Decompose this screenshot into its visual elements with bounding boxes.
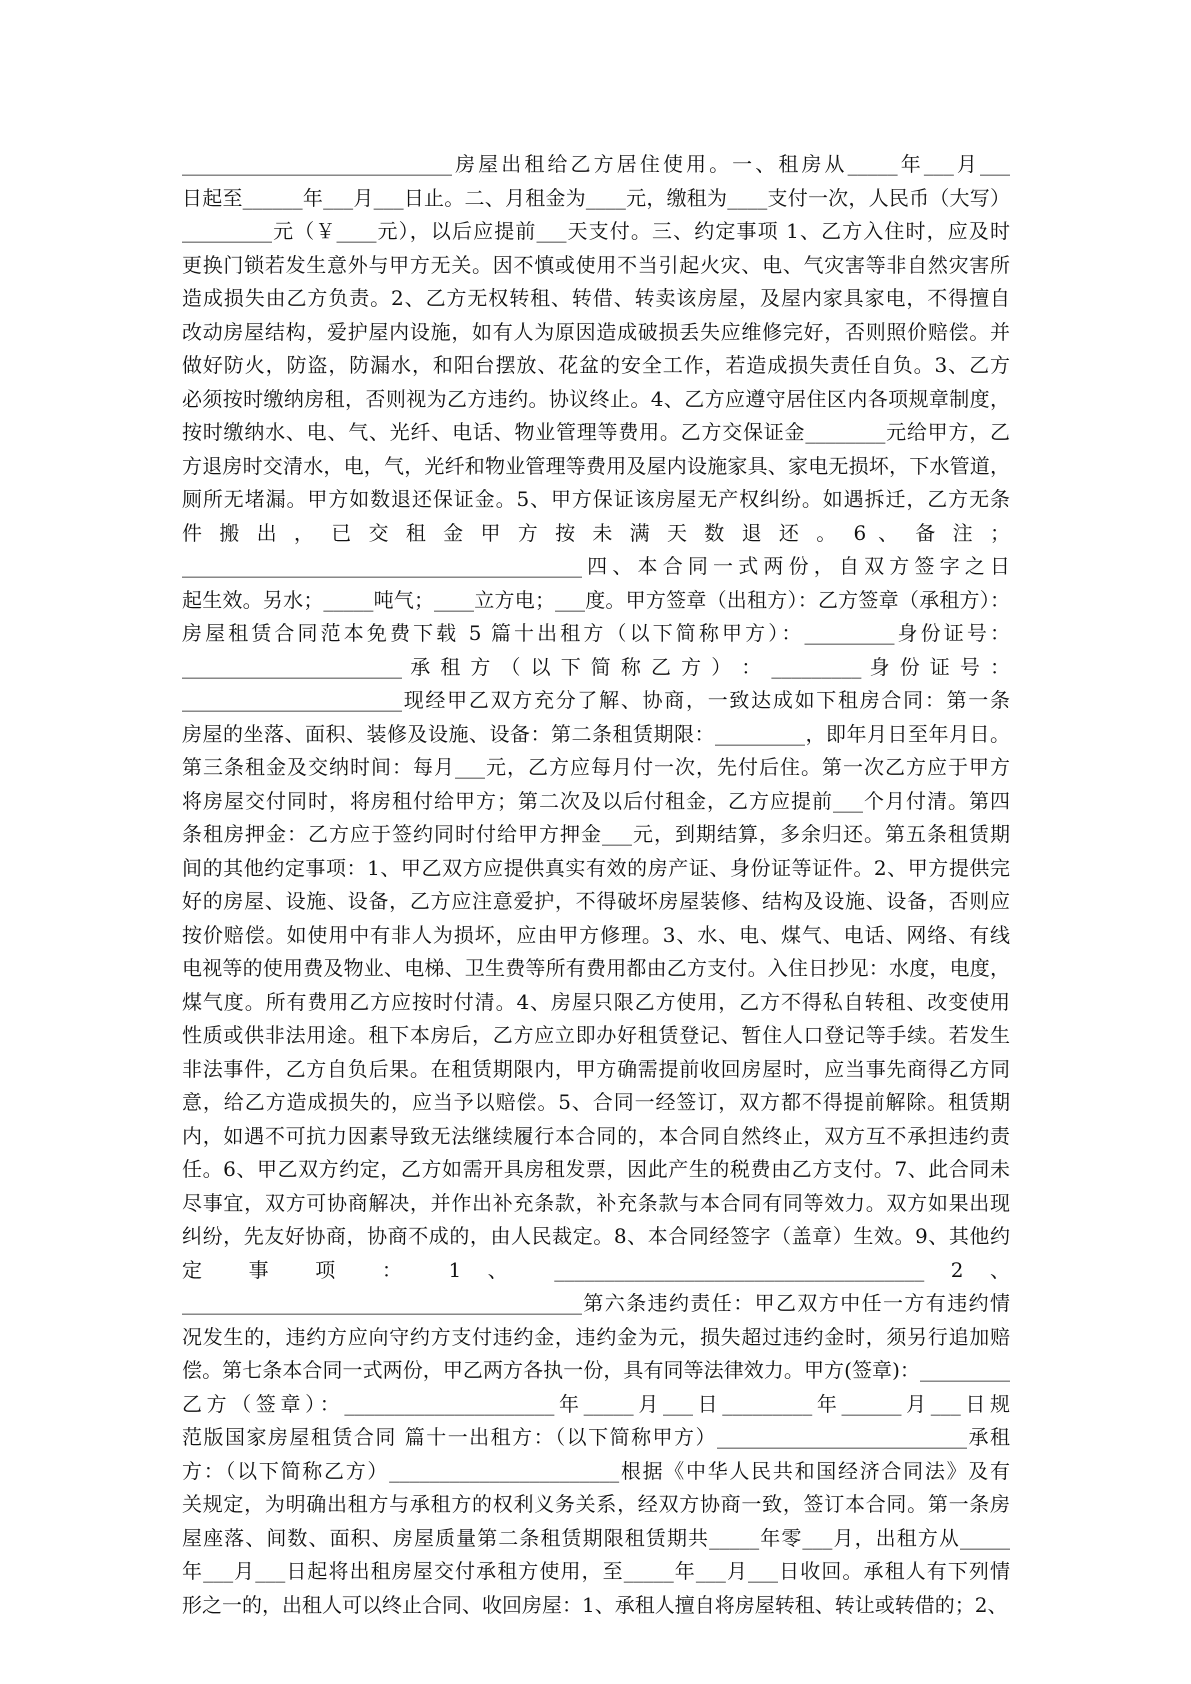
document-line: 屋座落、间数、面积、房屋质量第二条租赁期限租赁期共_____年零___月，出租方从_____ (182, 1525, 1010, 1550)
document-line: 尽事宜，双方可协商解决，并作出补充条款，补充条款与本合同有同等效力。双方如果出现 (182, 1190, 1010, 1215)
document-line: ______________________ 承 租 方 （ 以 下 简 称 乙 方 ） ： _________ 身 份 证 号 ： (182, 654, 1010, 679)
document-line: 电视等的使用费及物业、电梯、卫生费等所有费用都由乙方支付。入住日抄见：水度，电度， (182, 956, 1010, 980)
document-line: 方退房时交清水，电，气，光纤和物业管理等费用及屋内设施家具、家电无损坏，下水管道， (182, 453, 1010, 478)
document-line: 任。6、甲乙双方约定，乙方如需开具房租发票，因此产生的税费由乙方支付。7、此合同未 (182, 1157, 1010, 1181)
document-line: _________元（￥____元），以后应提前___天支付。三、约定事项 1、乙方入住时，应及时 (182, 219, 1010, 243)
document-line: 造成损失由乙方负责。2、乙方无权转租、转借、转卖该房屋，及屋内家具家电，不得擅自 (182, 286, 1010, 310)
document-line: 件 搬 出 ， 已 交 租 金 甲 方 按 未 满 天 数 退 还 。 6 、 备 注 ； (182, 520, 1010, 545)
document-line: 按价赔偿。如使用中有非人为损坏，应由甲方修理。3、水、电、煤气、电话、网络、有线 (182, 922, 1010, 947)
document-line: 年___月___日起将出租房屋交付承租方使用，至_____年___月___日收回。承租人有下列情 (182, 1559, 1010, 1583)
document-line: 改动房屋结构，爱护屋内设施，如有人为原因造成破损丢失应维修完好，否则照价赔偿。并 (182, 319, 1010, 344)
document-line: 定 事 项 ： 1 、 _____________________________________ 2 、 (182, 1257, 1010, 1282)
document-line: 况发生的，违约方应向守约方支付违约金，违约金为元，损失超过违约金时，须另行追加赔 (182, 1324, 1010, 1349)
document-line: 将房屋交付同时，将房租付给甲方；第二次及以后付租金，乙方应提前___个月付清。第四 (182, 788, 1010, 813)
document-line: 方：（以下简称乙方）_______________________根据《中华人民共和国经济合同法》及有 (182, 1458, 1010, 1483)
document-line: 性质或供非法用途。租下本房后，乙方应立即办好租赁登记、暂住人口登记等手续。若发生 (182, 1023, 1010, 1047)
document-line: ________________________________________四、本合同一式两份，自双方签字之日 (182, 554, 1010, 578)
document-line: 煤气度。所有费用乙方应按时付清。4、房屋只限乙方使用，乙方不得私自转租、改变使用 (182, 989, 1010, 1014)
document-line: 第三条租金及交纳时间：每月___元，乙方应每月付一次，先付后住。第一次乙方应于甲方 (182, 755, 1010, 779)
document-line: 更换门锁若发生意外与甲方无关。因不慎或使用不当引起火灾、电、气灾害等非自然灾害所 (182, 252, 1010, 277)
document-line: 做好防火，防盗，防漏水，和阳台摆放、花盆的安全工作，若造成损失责任自负。3、乙方 (182, 353, 1010, 377)
document-line: 厕所无堵漏。甲方如数退还保证金。5、甲方保证该房屋无产权纠纷。如遇拆迁，乙方无条 (182, 487, 1010, 511)
document-line: 意，给乙方造成损失的，应当予以赔偿。5、合同一经签订，双方都不得提前解除。租赁期 (182, 1090, 1010, 1114)
document-line: 乙方（签章）：_____________________年_____月___日_________年______月___日规 (182, 1391, 1010, 1416)
document-line: ______________________现经甲乙双方充分了解、协商，一致达成如下租房合同：第一条 (182, 688, 1010, 712)
document-line: ________________________________________第六条违约责任：甲乙双方中任一方有违约情 (182, 1291, 1010, 1315)
document-line: ___________________________房屋出租给乙方居住使用。一、租房从_____年___月___ (182, 152, 1010, 176)
document-line: 形之一的，出租人可以终止合同、收回房屋：1、承租人擅自将房屋转租、转让或转借的；2、 (182, 1592, 1008, 1617)
document-line: 纠纷，先友好协商，协商不成的，由人民裁定。8、本合同经签字（盖章）生效。9、其他约 (182, 1224, 1010, 1248)
document-line: 非法事件，乙方自负后果。在租赁期限内，甲方确需提前收回房屋时，应当事先商得乙方同 (182, 1056, 1010, 1081)
document-line: 房屋的坐落、面积、装修及设施、设备：第二条租赁期限：_________，即年月日至年月日。 (182, 721, 1010, 746)
document-line: 必须按时缴纳房租，否则视为乙方违约。协议终止。4、乙方应遵守居住区内各项规章制度， (182, 386, 1010, 411)
document-line: 关规定，为明确出租方与承租方的权利义务关系，经双方协商一致，签订本合同。第一条房 (182, 1492, 1010, 1516)
document-line: 范版国家房屋租赁合同 篇十一出租方：（以下简称甲方）_________________________承租 (182, 1425, 1010, 1449)
document-line: 条租房押金：乙方应于签约同时付给甲方押金___元，到期结算，多余归还。第五条租赁期 (182, 822, 1010, 846)
document-line: 房屋租赁合同范本免费下载 5 篇十出租方（以下简称甲方）：_________身份证号： (182, 621, 1010, 645)
document-line: 偿。第七条本合同一式两份，甲乙两方各执一份，具有同等法律效力。甲方(签章)：_________ (182, 1358, 1010, 1382)
document-line: 内，如遇不可抗力因素导致无法继续履行本合同的，本合同自然终止，双方互不承担违约责 (182, 1123, 1010, 1148)
document-line: 起生效。另水；_____吨气；____立方电；___度。甲方签章（出租方）：乙方签章（承租方）： (182, 587, 1010, 612)
document-line: 间的其他约定事项：1、甲乙双方应提供真实有效的房产证、身份证等证件。2、甲方提供完 (182, 855, 1010, 880)
document-line: 按时缴纳水、电、气、光纤、电话、物业管理等费用。乙方交保证金________元给甲方，乙 (182, 420, 1010, 444)
document-line: 日起至______年___月___日止。二、月租金为____元，缴租为____支付一次，人民币（大写） (182, 185, 1010, 210)
document-line: 好的房屋、设施、设备，乙方应注意爱护，不得破坏房屋装修、结构及设施、设备，否则应 (182, 889, 1010, 913)
document-body (182, 148, 1010, 1622)
